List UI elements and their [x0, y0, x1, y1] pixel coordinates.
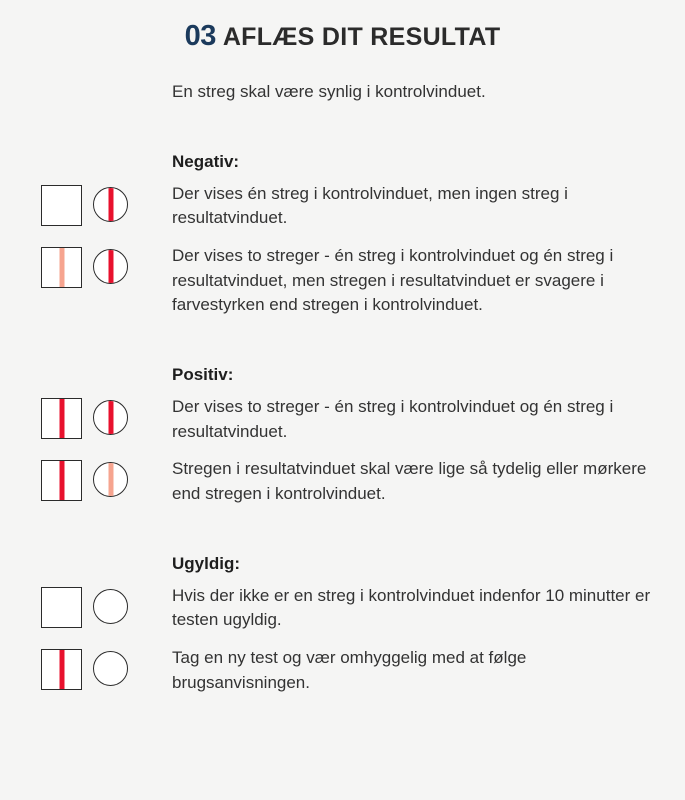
section-heading: Negativ: [172, 151, 240, 171]
result-row-text: Der vises to streger - én streg i kontrolvinduet og én streg i resultatvinduet. [172, 397, 614, 441]
control-window-icon [41, 649, 82, 690]
result-window-stripe [108, 401, 113, 434]
section-spacer [172, 318, 685, 364]
control-window-stripe [59, 399, 64, 438]
heading-spacer [172, 386, 685, 395]
header-line [185, 20, 501, 53]
result-row-text: Der vises én streg i kontrolvinduet, men ingen streg i resultatvinduet. [172, 183, 568, 228]
row-spacer [172, 444, 685, 457]
result-window-icon [93, 400, 128, 435]
control-window-icon [41, 185, 82, 226]
result-row [0, 395, 685, 444]
control-window-stripe [59, 248, 64, 287]
result-row [0, 457, 685, 506]
control-window-icon [41, 247, 82, 288]
section-rows [172, 395, 685, 507]
result-icons [0, 584, 172, 628]
row-spacer [172, 633, 685, 646]
control-window-icon [41, 460, 82, 501]
result-row-text: Tag en ny test og vær omhyggelig med at følge brugsanvisningen. [172, 647, 527, 692]
result-icons [0, 244, 172, 288]
control-window-stripe [59, 461, 64, 500]
page-title: AFLÆS DIT RESULTAT [222, 23, 501, 51]
result-row-text: Hvis der ikke er en streg i kontrolvinduet indenfor 10 minutter er testen ugyldig. [172, 585, 651, 630]
section-spacer [172, 507, 685, 553]
result-window-icon [93, 187, 128, 222]
result-row [0, 646, 685, 695]
control-window-icon [41, 587, 82, 628]
result-row [0, 244, 685, 318]
result-section [0, 105, 685, 318]
step-number: 03 [184, 20, 216, 52]
section-rows [172, 584, 685, 696]
result-icons [0, 457, 172, 501]
result-window-stripe [108, 463, 113, 496]
result-window-stripe [108, 250, 113, 283]
section-rows [172, 182, 685, 318]
row-spacer [172, 231, 685, 244]
sections-container [0, 105, 685, 696]
result-row [0, 584, 685, 633]
result-row [0, 182, 685, 231]
result-section [0, 507, 685, 696]
result-window-icon [93, 651, 128, 686]
result-section [0, 318, 685, 507]
section-heading: Ugyldig: [172, 553, 240, 573]
heading-spacer [172, 173, 685, 182]
control-window-stripe [59, 650, 64, 689]
heading-spacer [172, 575, 685, 584]
result-icons [0, 395, 172, 439]
intro-text: En streg skal være synlig i kontrolvinduet. [172, 82, 486, 101]
result-row-text: Der vises to streger - én streg i kontrolvinduet og én streg i resultatvinduet, men stregen i resultatvinduet er svagere i farvestyrken end stregen i kontrolvinduet. [172, 246, 614, 315]
page-header [0, 0, 685, 53]
result-window-icon [93, 589, 128, 624]
result-icons [0, 182, 172, 226]
result-icons [0, 646, 172, 690]
result-window-icon [93, 249, 128, 284]
section-spacer [172, 105, 685, 151]
section-heading: Positiv: [172, 364, 234, 384]
result-row-text: Stregen i resultatvinduet skal være lige så tydelig eller mørkere end stregen i kontrolvinduet. [172, 459, 647, 503]
result-window-icon [93, 462, 128, 497]
result-window-stripe [108, 188, 113, 221]
control-window-icon [41, 398, 82, 439]
